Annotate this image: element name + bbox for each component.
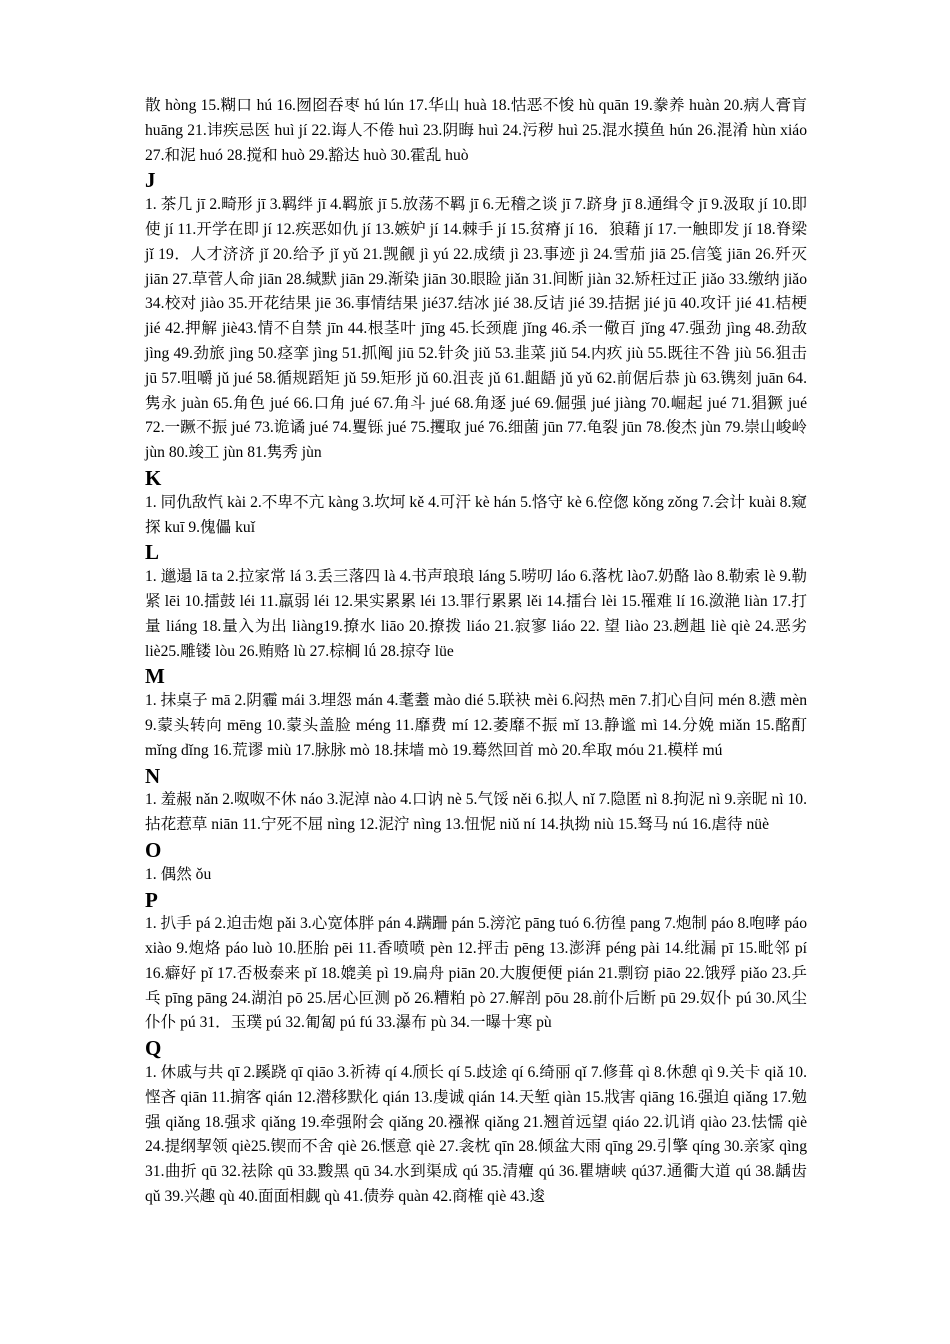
letter-heading-n: N bbox=[145, 763, 161, 788]
section-q-text: 1. 休戚与共 qī 2.蹊跷 qī qiāo 3.祈祷 qí 4.颀长 qí 5.歧途 qí 6.绮丽 qǐ 7.修葺 qì 8.休憩 qì 9.关卡 qiǎ 10.悭吝 qiān 11.掮客 qián 12.潜移默化 qián 13.虔诚 qián 14.天堑 qiàn 15.戕害 qiāng 16.强迫 qiǎng 17.勉强 qiǎng 18.强求 qiǎng 19.牵强附会 qiǎng 20.襁褓 qiǎng 21.翘首远望 qiáo 22.讥诮 qiào 23.怯懦 qiè 24.提纲挈领 qiè25.锲而不舍 qiè 26.惬意 qiè 27.衾枕 qīn 28.倾盆大雨 qīng 29.引擎 qíng 30.亲家 qìng 31.曲折 qū 32.祛除 qū 33.黢黑 qū 34.水到渠成 qú 35.清癯 qú 36.瞿塘峡 qú37.通衢大道 qú 38.龋齿 qǔ 39.兴趣 qù 40.面面相觑 qù 41.债券 quàn 42.商榷 qiè 43.逡 bbox=[145, 1064, 807, 1206]
section-j-text: 1. 茶几 jī 2.畸形 jī 3.羁绊 jī 4.羁旅 jī 5.放荡不羁 jī 6.无稽之谈 jī 7.跻身 jī 8.通缉令 jī 9.汲取 jí 10.即使 jí 11.开学在即 jí 12.疾恶如仇 jí 13.嫉妒 jí 14.棘手 jí 15.贫瘠 jí 16．狼藉 jí 17.一触即发 jí 18.脊梁 jǐ 19．人才济济 jǐ 20.给予 jǐ yǔ 21.觊觎 jì yú 22.成绩 jì 23.事迹 jì 24.雪茄 jiā 25.信笺 jiān 26.歼灭 jiān 27.草菅人命 jiān 28.缄默 jiān 29.渐染 jiān 30.眼睑 jiǎn 31.间断 jiàn 32.矫枉过正 jiǎo 33.缴纳 jiǎo 34.校对 jiào 35.开花结果 jiē 36.事情结果 jié37.结冰 jié 38.反诘 jié 39.拮据 jié jū 40.攻讦 jié 41.桔梗 jié 42.押解 jiè43.情不自禁 jīn 44.根茎叶 jīng 45.长颈鹿 jǐng 46.杀一儆百 jǐng 47.强劲 jìng 48.劲敌 jìng 49.劲旅 jìng 50.痉挛 jìng 51.抓阄 jiū 52.针灸 jiǔ 53.韭菜 jiǔ 54.内疚 jiù 55.既往不咎 jiù 56.狙击 jū 57.咀嚼 jǔ jué 58.循规蹈矩 jǔ 59.矩形 jǔ 60.沮丧 jǔ 61.龃龉 jǔ yǔ 62.前倨后恭 jù 63.镌刻 juān 64.隽永 juàn 65.角色 jué 66.口角 jué 67.角斗 jué 68.角逐 jué 69.倔强 jué jiàng 70.崛起 jué 71.猖獗 jué 72.一蹶不振 jué 73.诡谲 jué 74.矍铄 jué 75.攫取 jué 76.细菌 jūn 77.龟裂 jūn 78.俊杰 jùn 79.崇山峻岭 jùn 80.竣工 jùn 81.隽秀 jùn bbox=[145, 196, 807, 462]
letter-heading-o: O bbox=[145, 837, 162, 862]
letter-heading-j: J bbox=[145, 168, 156, 193]
section-o-text: 1. 偶然 ǒu bbox=[145, 865, 212, 883]
section-n-text: 1. 羞赧 nǎn 2.呶呶不休 náo 3.泥淖 nào 4.口讷 nè 5.气馁 něi 6.拟人 nǐ 7.隐匿 nì 8.拘泥 nì 9.亲昵 nì 10.拈花惹草 niān 11.宁死不屈 nìng 12.泥泞 nìng 13.忸怩 niǔ ní 14.执拗 niù 15.驽马 nú 16.虐待 nüè bbox=[145, 791, 807, 834]
section-k-text: 1. 同仇敌忾 kài 2.不卑不亢 kàng 3.坎坷 kě 4.可汗 kè hán 5.恪守 kè 6.倥偬 kǒng zǒng 7.会计 kuài 8.窥探 kuī 9.傀儡 kuǐ bbox=[145, 493, 807, 536]
section-h-continued: 散 hòng 15.糊口 hú 16.囫囵吞枣 hú lún 17.华山 huà 18.怙恶不悛 hù quān 19.豢养 huàn 20.病人膏肓 huāng 21.讳疾忌医 huì jí 22.诲人不倦 huì 23.阴晦 huì 24.污秽 huì 25.混水摸鱼 hún 26.混淆 hùn xiáo 27.和泥 huó 28.搅和 huò 29.豁达 huò 30.霍乱 huò bbox=[145, 97, 807, 164]
section-l-text: 1. 邋遢 lā ta 2.拉家常 lá 3.丢三落四 là 4.书声琅琅 láng 5.唠叨 láo 6.落枕 lào7.奶酪 lào 8.勒索 lè 9.勒紧 lēi 10.擂鼓 léi 11.羸弱 léi 12.果实累累 léi 13.罪行累累 lěi 14.擂台 lèi 15.罹难 lí 16.潋滟 liàn 17.打量 liáng 18.量入为出 liàng19.撩水 liāo 20.撩拨 liáo 21.寂寥 liáo 22. 望 liào 23.趔趄 liè qiè 24.恶劣 liè25.雕镂 lòu 26.贿赂 lù 27.棕榈 lǘ 28.掠夺 lüe bbox=[145, 568, 807, 660]
letter-heading-l: L bbox=[145, 540, 160, 565]
letter-heading-q: Q bbox=[145, 1036, 162, 1061]
document-page bbox=[145, 94, 807, 1210]
letter-heading-m: M bbox=[145, 664, 165, 689]
letter-heading-p: P bbox=[145, 887, 158, 912]
letter-heading-k: K bbox=[145, 465, 162, 490]
section-m-text: 1. 抹桌子 mā 2.阴霾 mái 3.埋怨 mán 4.耄耋 mào dié 5.联袂 mèi 6.闷热 mēn 7.扪心自问 mén 8.懑 mèn 9.蒙头转向 mēng 10.蒙头盖脸 méng 11.靡费 mí 12.萎靡不振 mǐ 13.静谧 mì 14.分娩 miǎn 15.酩酊 mǐng dǐng 16.荒谬 miù 17.脉脉 mò 18.抹墙 mò 19.蓦然回首 mò 20.牟取 móu 21.模样 mú bbox=[145, 692, 807, 759]
section-p-text: 1. 扒手 pá 2.迫击炮 pǎi 3.心宽体胖 pán 4.蹒跚 pán 5.滂沱 pāng tuó 6.彷徨 pang 7.炮制 páo 8.咆哮 páo xiào 9.炮烙 páo luò 10.胚胎 pēi 11.香喷喷 pèn 12.抨击 pēng 13.澎湃 péng pài 14.纰漏 pī 15.毗邻 pí 16.癖好 pǐ 17.否极泰来 pǐ 18.媲美 pì 19.扁舟 piān 20.大腹便便 pián 21.剽窃 piāo 22.饿殍 piǎo 23.乒乓 pīng pāng 24.湖泊 pō 25.居心叵测 pǒ 26.糟粕 pò 27.解剖 pōu 28.前仆后断 pū 29.奴仆 pú 30.风尘仆仆 pú 31．玉璞 pú 32.匍匐 pú fú 33.瀑布 pù 34.一曝十寒 pù bbox=[145, 915, 807, 1032]
